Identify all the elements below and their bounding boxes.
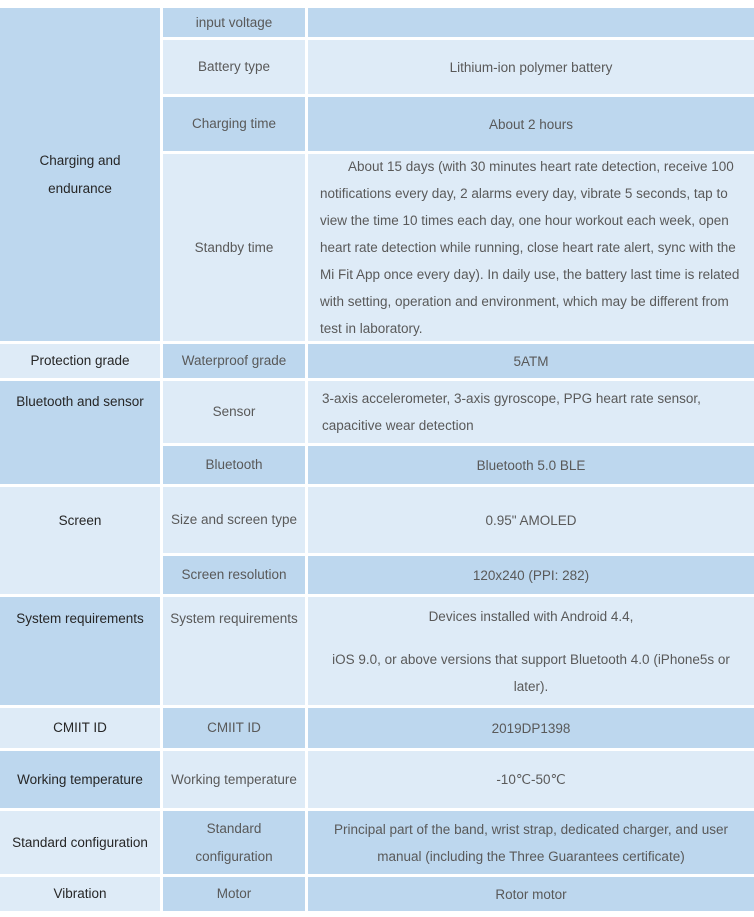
category-cell-vibration: Vibration: [0, 877, 160, 911]
category-cell-system-requirements: System requirements: [0, 597, 160, 705]
spec-label-standard-configuration: Standard configuration: [163, 811, 305, 874]
spec-label-working-temperature: Working temperature: [163, 751, 305, 808]
category-cell-bluetooth-and-sensor: Bluetooth and sensor: [0, 381, 160, 484]
spec-value-bluetooth: Bluetooth 5.0 BLE: [308, 446, 754, 484]
spec-label-waterproof-grade: Waterproof grade: [163, 344, 305, 378]
spec-label-battery-type: Battery type: [163, 40, 305, 94]
spec-value-battery-type: Lithium-ion polymer battery: [308, 40, 754, 94]
spec-label-input-voltage: input voltage: [163, 8, 305, 37]
spec-label-system-requirements: System requirements: [163, 597, 305, 705]
spec-label-standby-time: Standby time: [163, 154, 305, 341]
spec-label-motor: Motor: [163, 877, 305, 911]
spec-value-sensor: 3-axis accelerometer, 3-axis gyroscope, PPG heart rate sensor, capacitive wear detection: [308, 381, 754, 443]
spec-value-charging-time: About 2 hours: [308, 97, 754, 151]
category-cell-charging-and-endurance: Charging and endurance: [0, 8, 160, 341]
spec-value-standard-configuration: Principal part of the band, wrist strap, dedicated charger, and user manual (including the Three Guarantees certificate): [308, 811, 754, 874]
spec-value-system-requirements: [308, 597, 754, 705]
spec-value-size-and-screen-type: 0.95" AMOLED: [308, 487, 754, 553]
category-cell-screen: Screen: [0, 487, 160, 594]
category-cell-protection-grade: Protection grade: [0, 344, 160, 378]
spec-value-paragraph: iOS 9.0, or above versions that support Bluetooth 4.0 (iPhone5s or later).: [332, 651, 730, 694]
spec-value-screen-resolution: 120x240 (PPI: 282): [308, 556, 754, 594]
category-cell-standard-configuration: Standard configuration: [0, 811, 160, 874]
spec-value-cmiit-id: 2019DP1398: [308, 708, 754, 748]
spec-value-waterproof-grade: 5ATM: [308, 344, 754, 378]
spec-label-screen-resolution: Screen resolution: [163, 556, 305, 594]
spec-value-paragraph: About 15 days (with 30 minutes heart rate detection, receive 100 notifications every day, 2 alarms every day, vibrate 5 seconds, tap to view the time 10 times each day, one hour workout each week, open heart rate detection while running, close heart rate alert, sync with the Mi Fit App once every day). In daily use, the battery last time is related with setting, operation and environment, which may be different from test in laboratory.: [320, 159, 740, 336]
category-cell-cmiit-id: CMIIT ID: [0, 708, 160, 748]
product-spec-table: [0, 8, 754, 911]
spec-value-paragraph: Devices installed with Android 4.4,: [428, 608, 634, 624]
spec-value-working-temperature: -10℃-50℃: [308, 751, 754, 808]
spec-label-charging-time: Charging time: [163, 97, 305, 151]
spec-value-standby-time: [308, 154, 754, 341]
spec-label-bluetooth: Bluetooth: [163, 446, 305, 484]
spec-value-motor: Rotor motor: [308, 877, 754, 911]
spec-label-cmiit-id: CMIIT ID: [163, 708, 305, 748]
spec-value-input-voltage: [308, 8, 754, 37]
category-cell-working-temperature: Working temperature: [0, 751, 160, 808]
spec-label-sensor: Sensor: [163, 381, 305, 443]
spec-label-size-and-screen-type: Size and screen type: [163, 487, 305, 553]
